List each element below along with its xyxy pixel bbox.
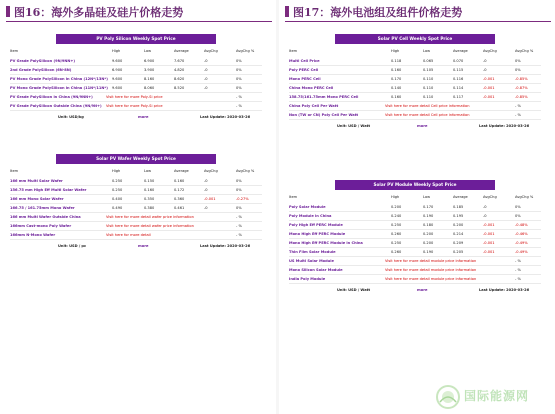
- row-more-link[interactable]: Visit here for more detail module price information: [385, 259, 477, 263]
- row-change: -0: [204, 206, 208, 210]
- row-average: 8.520: [174, 86, 185, 90]
- row-more-link[interactable]: Visit here for more detail module price information: [385, 268, 477, 272]
- row-high: 0.160: [391, 95, 402, 99]
- row-name-link[interactable]: Poly High Eff PERC Module: [289, 223, 343, 227]
- title-rule: [6, 21, 272, 22]
- table-row: [289, 111, 541, 120]
- row-change: -0: [204, 179, 208, 183]
- right-panel: [279, 0, 555, 414]
- row-more-link[interactable]: Visit here for more detail wafer price information: [106, 215, 194, 219]
- column-header: Item: [10, 49, 19, 53]
- last-update: Last Update: 2020-03-26: [479, 124, 530, 128]
- figure-title-text: 图16：海外多晶硅及硅片价格走势: [14, 6, 184, 19]
- figure-title: [285, 6, 462, 20]
- row-average: 0.200: [453, 223, 464, 227]
- column-header: Average: [453, 195, 468, 199]
- row-high: 0.250: [391, 241, 402, 245]
- row-change-percent: - %: [236, 104, 242, 108]
- row-name-link[interactable]: 2nd Grade PolySilicon (6N-8N): [10, 68, 72, 72]
- table-row: [289, 57, 541, 66]
- table-row: [10, 75, 262, 84]
- row-name-link[interactable]: Poly PERC Cell: [289, 68, 319, 72]
- row-low: 6.900: [144, 59, 155, 63]
- row-average: 0.114: [453, 86, 464, 90]
- row-more-link[interactable]: Visit here for more detail: [106, 233, 151, 237]
- row-low: 0.105: [423, 68, 434, 72]
- row-change-percent: -0.27%: [236, 197, 249, 201]
- more-link[interactable]: more: [417, 124, 428, 128]
- table-row: [10, 177, 262, 186]
- row-change-percent: -0.49%: [515, 241, 528, 245]
- row-more-link[interactable]: Visit here for more Poly-Si price: [106, 95, 163, 99]
- last-update: Last Update: 2020-03-26: [479, 288, 530, 292]
- row-change: -0: [483, 214, 487, 218]
- row-change-percent: 0%: [515, 59, 521, 63]
- table-footer: [10, 114, 262, 121]
- row-name-link[interactable]: Mono High Eff PERC Module: [289, 232, 346, 236]
- row-name-link[interactable]: PV Mono Grade PolySilicon in China (11N*/11N*): [10, 86, 108, 90]
- row-high: 0.490: [112, 206, 123, 210]
- row-name-link[interactable]: 166 mm Multi Solar Wafer: [10, 179, 63, 183]
- column-header: High: [112, 169, 121, 173]
- row-name-link[interactable]: 166.75 / 161.75mm Mono Wafer: [10, 206, 75, 210]
- table-row: [289, 248, 541, 257]
- row-average: 0.209: [453, 241, 464, 245]
- row-name-link[interactable]: China Mono PERC Cell: [289, 86, 334, 90]
- row-high: 0.250: [112, 179, 123, 183]
- row-change-percent: - %: [515, 268, 521, 272]
- column-header: High: [391, 49, 400, 53]
- table-footer: [10, 243, 262, 250]
- row-change-percent: 0%: [236, 77, 242, 81]
- row-average: 0.160: [174, 179, 185, 183]
- row-low: 0.200: [423, 232, 434, 236]
- row-name-link[interactable]: Mono High Eff PERC Module in China: [289, 241, 363, 245]
- row-high: 0.240: [391, 214, 402, 218]
- row-low: 0.380: [144, 206, 155, 210]
- row-name-link[interactable]: 166 mm Multi Wafer Outside China: [10, 215, 81, 219]
- row-low: 0.150: [144, 179, 155, 183]
- row-change: -0: [483, 205, 487, 209]
- table-row: [10, 57, 262, 66]
- row-low: 0.110: [423, 95, 434, 99]
- row-average: 0.172: [174, 188, 185, 192]
- row-high: 0.250: [391, 223, 402, 227]
- more-link[interactable]: more: [417, 288, 428, 292]
- table-row: [289, 203, 541, 212]
- table-title-bar: Solar PV Wafer Weekly Spot Price: [56, 154, 216, 164]
- row-name-link[interactable]: PV Grade PolySilicon Outside China (9N/9N+): [10, 104, 102, 108]
- row-name-link[interactable]: US Multi Solar Module: [289, 259, 334, 263]
- table-row: [289, 66, 541, 75]
- table-footer: [289, 123, 541, 130]
- row-low: 0.065: [423, 59, 434, 63]
- row-name-link[interactable]: Multi Cell Price: [289, 59, 320, 63]
- last-update: Last Update: 2020-03-26: [200, 115, 251, 119]
- table-row: [289, 221, 541, 230]
- row-high: 6.900: [112, 68, 123, 72]
- column-header: High: [391, 195, 400, 199]
- column-header: AvgChg: [483, 195, 497, 199]
- row-change-percent: -0.85%: [515, 77, 528, 81]
- row-change: -0.001: [483, 241, 495, 245]
- column-header: AvgChg: [204, 169, 218, 173]
- row-high: 9.600: [112, 59, 123, 63]
- row-change-percent: - %: [236, 215, 242, 219]
- row-low: 8.160: [144, 77, 155, 81]
- row-high: 0.118: [391, 59, 402, 63]
- row-low: 0.350: [144, 197, 155, 201]
- row-change-percent: -0.49%: [515, 250, 528, 254]
- row-high: 0.200: [391, 205, 402, 209]
- row-high: 0.400: [112, 197, 123, 201]
- row-more-link[interactable]: Visit here for more detail module price information: [385, 277, 477, 281]
- table-row: [10, 186, 262, 195]
- row-change: -0: [204, 59, 208, 63]
- row-low: 0.190: [423, 250, 434, 254]
- row-change-percent: 0%: [236, 59, 242, 63]
- row-change-percent: 0%: [515, 68, 521, 72]
- row-low: 0.180: [423, 223, 434, 227]
- row-change-percent: -0.48%: [515, 223, 528, 227]
- column-header: AvgChg %: [236, 49, 255, 53]
- row-name-link[interactable]: Mono PERC Cell: [289, 77, 321, 81]
- row-more-link[interactable]: Visit here for more detail Cell price information: [385, 113, 470, 117]
- row-average: 0.116: [453, 77, 464, 81]
- unit-label: Unit: USD/kg: [58, 115, 84, 119]
- row-name-link[interactable]: 166mm Cast-mono Poly Wafer: [10, 224, 72, 228]
- row-high: 9.600: [112, 77, 123, 81]
- row-more-link[interactable]: Visit here for more Poly-Si price: [106, 104, 163, 108]
- row-high: 9.600: [112, 86, 123, 90]
- column-header: Low: [423, 195, 431, 199]
- row-average: 0.195: [453, 214, 464, 218]
- column-header: Low: [144, 49, 152, 53]
- table-row: [10, 222, 262, 231]
- row-change-percent: -0.46%: [515, 232, 528, 236]
- row-change: -0: [483, 68, 487, 72]
- row-high: 0.260: [391, 232, 402, 236]
- table-header: [10, 168, 262, 175]
- row-low: 0.110: [423, 86, 434, 90]
- table-header: [10, 48, 262, 55]
- row-change-percent: - %: [515, 104, 521, 108]
- table-row: [289, 230, 541, 239]
- row-low: 0.110: [423, 77, 434, 81]
- row-low: 8.060: [144, 86, 155, 90]
- row-change-percent: 0%: [236, 179, 242, 183]
- row-average: 0.461: [174, 206, 185, 210]
- row-name-link[interactable]: Mono Silicon Solar Module: [289, 268, 343, 272]
- title-rule: [285, 21, 551, 22]
- watermark: [435, 384, 551, 410]
- row-average: 8.620: [174, 77, 185, 81]
- title-marker: [6, 6, 10, 17]
- table-row: [289, 75, 541, 84]
- row-change: -0: [204, 86, 208, 90]
- table-row: [289, 212, 541, 221]
- unit-label: Unit: USD / pc: [58, 244, 87, 248]
- row-name-link[interactable]: China Poly Cell Per Watt: [289, 104, 339, 108]
- column-header: AvgChg: [204, 49, 218, 53]
- row-name-link[interactable]: 166 mm Mono Solar Wafer: [10, 197, 64, 201]
- row-change-percent: - %: [515, 259, 521, 263]
- last-update: Last Update: 2020-03-26: [200, 244, 251, 248]
- row-average: 0.117: [453, 95, 464, 99]
- row-change: -0: [483, 59, 487, 63]
- row-change-percent: 0%: [515, 214, 521, 218]
- figure-title-text: 图17：海外电池组及组件价格走势: [293, 6, 463, 19]
- row-low: 0.160: [144, 188, 155, 192]
- row-change: -0: [204, 77, 208, 81]
- row-name-link[interactable]: Poly Solar Module: [289, 205, 326, 209]
- column-header: Item: [289, 49, 298, 53]
- row-high: 0.260: [391, 250, 402, 254]
- row-change: -0: [204, 188, 208, 192]
- row-change: -0.001: [483, 223, 495, 227]
- row-average: 0.360: [174, 197, 185, 201]
- row-name-link[interactable]: PV Grade PolySilicon (9N/9NN+): [10, 59, 76, 63]
- row-change-percent: 0%: [236, 68, 242, 72]
- row-name-link[interactable]: Thin Film Solar Module: [289, 250, 336, 254]
- row-average: 0.205: [453, 250, 464, 254]
- table-row: [10, 231, 262, 240]
- column-header: Low: [423, 49, 431, 53]
- column-header: AvgChg %: [515, 49, 534, 53]
- table-row: [289, 266, 541, 275]
- row-change-percent: - %: [515, 113, 521, 117]
- table-row: [289, 93, 541, 102]
- more-link[interactable]: more: [138, 244, 149, 248]
- column-header: Average: [453, 49, 468, 53]
- table-row: [10, 66, 262, 75]
- row-change: -0.001: [483, 86, 495, 90]
- column-header: Item: [10, 169, 19, 173]
- table-row: [10, 204, 262, 213]
- row-name-link[interactable]: PV Mono Grade PolySilicon in China (12N*/13N*): [10, 77, 108, 81]
- column-header: AvgChg %: [236, 169, 255, 173]
- row-change-percent: - %: [515, 277, 521, 281]
- row-name-link[interactable]: PV Grade PolySilicon in China (9N/9NN+): [10, 95, 93, 99]
- row-change-percent: 0%: [236, 188, 242, 192]
- row-average: 7.670: [174, 59, 185, 63]
- energy-logo-icon: [435, 384, 461, 410]
- row-name-link[interactable]: Poly Module in China: [289, 214, 332, 218]
- row-name-link[interactable]: 158.75/161.75mm Mono PERC Cell: [289, 95, 359, 99]
- row-change: -0.001: [483, 250, 495, 254]
- table-header: [289, 48, 541, 55]
- table-title-bar: Solar PV Module Weekly Spot Price: [335, 180, 495, 190]
- row-change-percent: - %: [236, 95, 242, 99]
- table-title-bar: PV Poly Silicon Weekly Spot Price: [56, 34, 216, 44]
- row-change: -0.001: [204, 197, 216, 201]
- title-marker: [285, 6, 289, 17]
- row-more-link[interactable]: Visit here for more detail wafer price information: [106, 224, 194, 228]
- row-change-percent: -0.87%: [515, 86, 528, 90]
- unit-label: Unit: USD / Watt: [337, 124, 371, 128]
- unit-label: Unit: USD / Watt: [337, 288, 371, 292]
- column-header: High: [112, 49, 121, 53]
- row-average: 0.214: [453, 232, 464, 236]
- table-row: [10, 195, 262, 204]
- row-average: 0.185: [453, 205, 464, 209]
- table-row: [289, 102, 541, 111]
- row-high: 0.250: [112, 188, 123, 192]
- table-row: [10, 93, 262, 102]
- table-row: [289, 257, 541, 266]
- row-more-link[interactable]: Visit here for more detail Cell price information: [385, 104, 470, 108]
- row-average: 0.070: [453, 59, 464, 63]
- table-row: [10, 213, 262, 222]
- column-header: AvgChg %: [515, 195, 534, 199]
- more-link[interactable]: more: [138, 115, 149, 119]
- row-name-link[interactable]: Non (TW or CN) Poly Cell Per Watt: [289, 113, 359, 117]
- table-header: [289, 194, 541, 201]
- row-low: 0.190: [423, 214, 434, 218]
- watermark-brand: 国际能源网: [464, 389, 530, 403]
- table-row: [10, 102, 262, 111]
- row-name-link[interactable]: 166mm N-Mono Wafer: [10, 233, 56, 237]
- column-header: Average: [174, 49, 189, 53]
- row-name-link[interactable]: 156.75 mm High Eff Multi Solar Wafer: [10, 188, 87, 192]
- row-change-percent: - %: [236, 233, 242, 237]
- row-low: 3.900: [144, 68, 155, 72]
- row-high: 0.140: [391, 86, 402, 90]
- row-change-percent: 0%: [236, 86, 242, 90]
- table-row: [289, 275, 541, 284]
- table-footer: [289, 287, 541, 294]
- row-name-link[interactable]: India Poly Module: [289, 277, 326, 281]
- row-low: 0.200: [423, 241, 434, 245]
- row-change: -0.001: [483, 95, 495, 99]
- table-row: [10, 84, 262, 93]
- figure-title: [6, 6, 183, 20]
- row-average: 4.820: [174, 68, 185, 72]
- row-average: 0.115: [453, 68, 464, 72]
- row-change-percent: 0%: [236, 206, 242, 210]
- column-header: Average: [174, 169, 189, 173]
- table-row: [289, 239, 541, 248]
- left-panel: [0, 0, 276, 414]
- row-high: 0.160: [391, 68, 402, 72]
- row-change-percent: -0.85%: [515, 95, 528, 99]
- table-row: [289, 84, 541, 93]
- column-header: Item: [289, 195, 298, 199]
- row-change: -0.001: [483, 232, 495, 236]
- row-change: -0: [204, 68, 208, 72]
- row-change-percent: 0%: [515, 205, 521, 209]
- row-change-percent: - %: [236, 224, 242, 228]
- row-low: 0.170: [423, 205, 434, 209]
- row-high: 0.170: [391, 77, 402, 81]
- row-change: -0.001: [483, 77, 495, 81]
- column-header: Low: [144, 169, 152, 173]
- column-header: AvgChg: [483, 49, 497, 53]
- table-title-bar: Solar PV Cell Weekly Spot Price: [335, 34, 495, 44]
